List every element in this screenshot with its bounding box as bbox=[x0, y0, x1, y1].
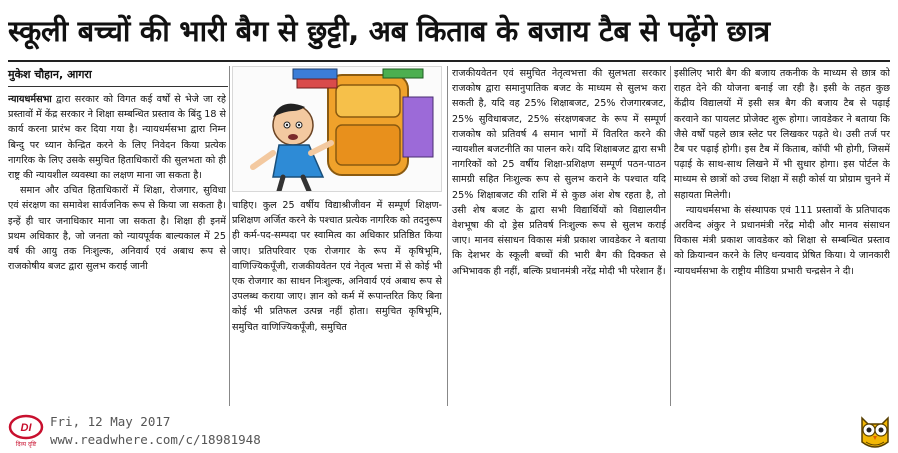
byline: मुकेश चौहान, आगरा bbox=[8, 68, 92, 81]
article-column-4 bbox=[674, 66, 890, 402]
headline-rule bbox=[8, 60, 890, 62]
paragraph-5: इसीलिए भारी बैग की बजाय तकनीक के माध्यम से छात्र को राहत देने की योजना बनाई जा रही है। इसी के तहत कुछ केंद्रीय विद्यालयों में इसी सत्र बैग की बजाय टैब से पढ़ाई करवाने का पायलट प्रोजेक्ट शुरू होगा। जावडेकर ने बताया कि जैसे वर्षों पहले छात्र स्लेट पर लिखकर पढ़ते थे। उसी तर्ज पर टैब पर पढ़ाई होगी। इस टैब में किताब, कॉपी भी होगी, जिसमें पढ़ाई के साथ-साथ लिखने में भी सुधार होगा। इस पोर्टल के माध्यम से छात्रों को उच्च शिक्षा में सही कोर्स या प्रोग्राम चुनने में सहायता मिलेगी। bbox=[674, 68, 890, 201]
article-column-3 bbox=[452, 66, 666, 410]
paragraph-4: राजकीयवेतन एवं समुचित नेतृत्वभत्ता की सुलभता सरकार राजकोष द्वारा समानुपातिक बजट के माध्यम से सुलभ करा सकती है, यदि वह 25% शिक्षाबजट, 25% रोजगारबजट, 25% सुविधाबजट, 25% संरक्षणबजट के रूप में सम्पूर्ण राजकोष को प्रतिवर्ष 4 समान भागों में वितरित करने की न्यायशील बजटनीति का पालन करे। यदि शिक्षाबजट द्वारा सभी नागरिकों को 25 वर्षीय शिक्षा-प्रशिक्षण सम्पूर्ण पठन-पाठन सामग्री सहित निःशुल्क रूप से सुलभ कराने के पश्चात यदि 25% शिक्षाबजट की राशि में से कुछ अंश शेष रहता है, तो उसी शेष बजट के द्वारा सभी विद्यार्थियों को विद्यालयीन वेशभूषा की दो ड्रेस प्रतिवर्ष निःशुल्क रूप से सुलभ कराई जाए। मानव संसाधन विकास मंत्री प्रकाश जावडेकर ने बताया कि देशभर के स्कूली बच्चों की भारी बैग की दिक्कत से अभिभावक ही नहीं, बल्कि प्रधानमंत्री नरेंद्र मोदी भी परेशान हैं। bbox=[452, 68, 666, 277]
paragraph-6: न्यायधर्मसभा के संस्थापक एवं 111 प्रस्तावों के प्रतिपादक अरविन्द अंकुर ने प्रधानमंत्री नरेंद्र मोदी और मानव संसाधन विकास मंत्री प्रकाश जावडेकर को शिक्षा से सम्बन्धित प्रस्ताव को क्रियान्वन करने के लिए धन्यवाद प्रेषित किया। ये जानकारी न्यायधर्मसभा के राष्ट्रीय मीडिया प्रभारी चन्द्रसेन ने दी। bbox=[674, 204, 890, 277]
logo-subtext: दिव्य दृष्टि bbox=[15, 441, 37, 448]
column-divider bbox=[229, 66, 230, 406]
paragraph-2: समान और उचित हिताधिकारों में शिक्षा, रोजगार, सुविधा एवं संरक्षण का समावेश सार्वजनिक रूप से किया जा सकता है। इन्हें ही चार जनाधिकार माना जा सकता है। शिक्षा ही इनमें प्रथम अधिकार है, जो जनता को न्यायपूर्वक बाल्यकाल में 25 वर्ष की आयु तक निःशुल्क, अनिवार्य एवं अबाध रूप से राजकोषीय बजट द्वारा सुलभ कराई जानी bbox=[8, 185, 226, 273]
lead-word: न्यायधर्मसभा bbox=[8, 94, 52, 105]
owl-icon bbox=[858, 412, 892, 450]
headline: स्कूली बच्चों की भारी बैग से छुट्टी, अब किताब के बजाय टैब से पढ़ेंगे छात्र bbox=[8, 14, 770, 48]
byline-rule bbox=[8, 86, 228, 87]
paragraph-1-rest: द्वारा सरकार को विगत कई वर्षों से भेजे जा रहे प्रस्तावों में केंद्र सरकार ने शिक्षा सम्बन्धित प्रस्ताव के बिंदु 18 से कार्य करना प्रारंभ कर दिया गया है। न्यायधर्मसभा द्वारा निम्न बिन्दु पर ध्यान केन्द्रित करने के लिए निवेदन किया प्रत्येक नागरिक के लिए उसके समुचित हिताधिकारों की सुलभता को ही राष्ट्र की न्यायशील व्यवस्था का लक्षण माना जा सकता है। bbox=[8, 94, 226, 182]
student-with-heavy-bag-illustration bbox=[232, 66, 442, 192]
source-url-link[interactable]: www.readwhere.com/c/18981948 bbox=[50, 432, 261, 447]
logo-text: DI bbox=[20, 422, 32, 434]
publisher-logo bbox=[8, 414, 44, 448]
article-column-1 bbox=[8, 92, 226, 410]
paragraph-3: चाहिए। कुल 25 वर्षीय विद्याश्रीजीवन में सम्पूर्ण शिक्षण-प्रशिक्षण अर्जित करने के पश्चात प्रत्येक नागरिक को तदनुरूप ही कर्म-पद-सम्पदा पर स्वामित्व का अधिकार प्रतिष्ठित किया जाए। प्रतिपरिवार एक रोजगार के रूप में कृषिभूमि, वाणिज्यिकपूँजी, राजकीयवेतन एवं नेतृत्व भत्ता में से कोई भी एक रोजगार का साधन निःशुल्क, अनिवार्य एवं अबाध रूप से उपलब्ध कराया जाए। ज्ञान को कर्म में रूपान्तरित किए बिना कोई भी प्रतिफल उत्पन्न नहीं होता। समुचित कृषिभूमि, समुचित वाणिज्यिकपूँजी, समुचित bbox=[232, 200, 442, 333]
column-divider bbox=[447, 66, 448, 406]
article-column-2 bbox=[232, 198, 442, 410]
column-divider bbox=[670, 66, 671, 406]
publication-date: Fri, 12 May 2017 bbox=[50, 414, 171, 429]
